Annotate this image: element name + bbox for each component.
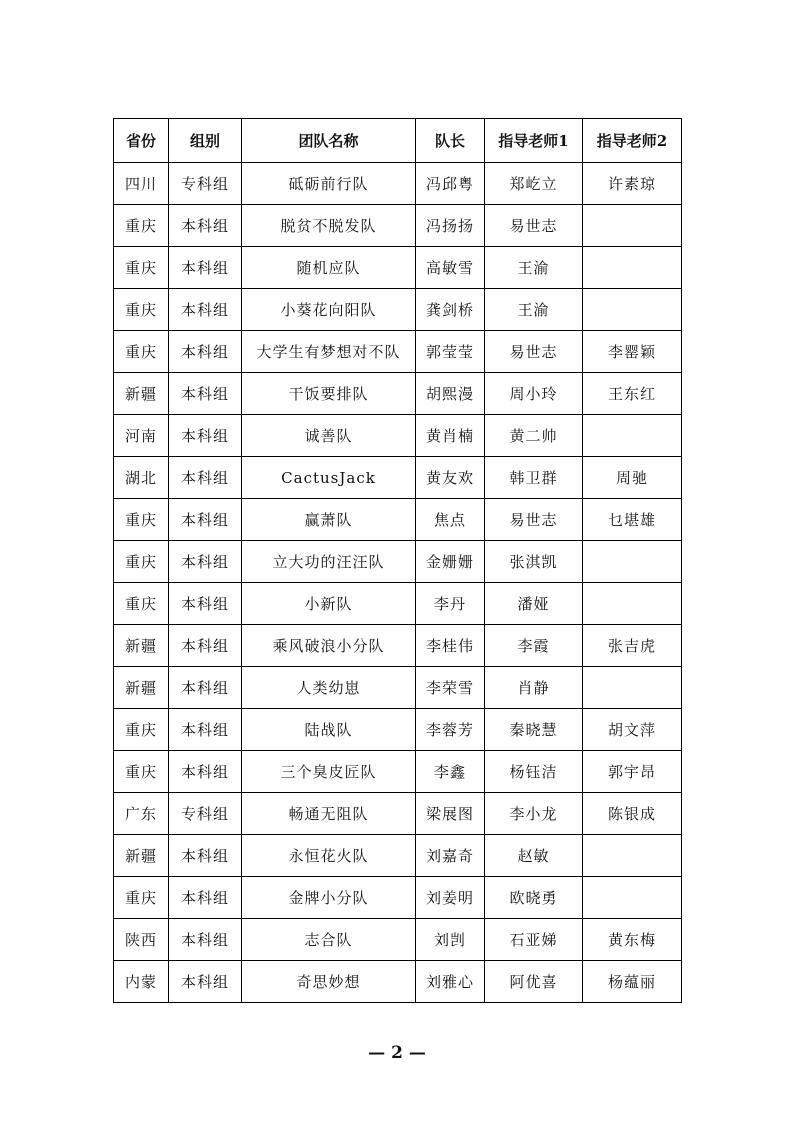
cell-team-name: 金牌小分队 xyxy=(242,877,416,919)
cell-province: 重庆 xyxy=(114,289,169,331)
cell-team-name: 畅通无阻队 xyxy=(242,793,416,835)
cell-advisor-2 xyxy=(583,205,682,247)
table-row xyxy=(114,583,682,625)
cell-advisor-1: 欧晓勇 xyxy=(485,877,583,919)
cell-team-name: 干饭要排队 xyxy=(242,373,416,415)
table-row xyxy=(114,709,682,751)
cell-advisor-1: 李霞 xyxy=(485,625,583,667)
cell-team-name: 脱贫不脱发队 xyxy=(242,205,416,247)
cell-captain: 金姗姗 xyxy=(416,541,485,583)
cell-province: 重庆 xyxy=(114,709,169,751)
table-row xyxy=(114,289,682,331)
table-row xyxy=(114,877,682,919)
cell-captain: 李丹 xyxy=(416,583,485,625)
table-row xyxy=(114,247,682,289)
cell-captain: 梁展图 xyxy=(416,793,485,835)
cell-advisor-1: 阿优喜 xyxy=(485,961,583,1003)
cell-advisor-2: 胡文萍 xyxy=(583,709,682,751)
cell-advisor-1: 王渝 xyxy=(485,247,583,289)
header-captain: 队长 xyxy=(416,119,485,163)
cell-captain: 胡熙漫 xyxy=(416,373,485,415)
cell-advisor-2 xyxy=(583,415,682,457)
cell-advisor-2 xyxy=(583,583,682,625)
cell-advisor-1: 赵敏 xyxy=(485,835,583,877)
cell-group: 本科组 xyxy=(169,709,242,751)
table-row xyxy=(114,457,682,499)
cell-team-name: CactusJack xyxy=(242,457,416,499)
cell-advisor-1: 易世志 xyxy=(485,499,583,541)
cell-team-name: 大学生有梦想对不队 xyxy=(242,331,416,373)
table-row xyxy=(114,499,682,541)
cell-group: 本科组 xyxy=(169,919,242,961)
cell-advisor-2: 郭宇昂 xyxy=(583,751,682,793)
cell-group: 本科组 xyxy=(169,205,242,247)
cell-advisor-1: 潘娅 xyxy=(485,583,583,625)
cell-province: 新疆 xyxy=(114,835,169,877)
header-team-name: 团队名称 xyxy=(242,119,416,163)
table-row xyxy=(114,163,682,205)
cell-team-name: 永恒花火队 xyxy=(242,835,416,877)
cell-province: 新疆 xyxy=(114,625,169,667)
cell-team-name: 随机应队 xyxy=(242,247,416,289)
cell-advisor-2: 陈银成 xyxy=(583,793,682,835)
cell-advisor-1: 石亚娣 xyxy=(485,919,583,961)
cell-province: 重庆 xyxy=(114,499,169,541)
cell-advisor-1: 秦晓慧 xyxy=(485,709,583,751)
cell-team-name: 立大功的汪汪队 xyxy=(242,541,416,583)
cell-advisor-2: 黄东梅 xyxy=(583,919,682,961)
cell-province: 重庆 xyxy=(114,205,169,247)
cell-group: 本科组 xyxy=(169,499,242,541)
cell-province: 重庆 xyxy=(114,541,169,583)
cell-advisor-1: 李小龙 xyxy=(485,793,583,835)
cell-group: 本科组 xyxy=(169,247,242,289)
cell-advisor-2: 杨蕴丽 xyxy=(583,961,682,1003)
cell-advisor-1: 韩卫群 xyxy=(485,457,583,499)
cell-advisor-2: 李罂颖 xyxy=(583,331,682,373)
cell-captain: 刘剀 xyxy=(416,919,485,961)
cell-group: 本科组 xyxy=(169,667,242,709)
cell-advisor-2 xyxy=(583,835,682,877)
cell-team-name: 奇思妙想 xyxy=(242,961,416,1003)
cell-advisor-2: 许素琼 xyxy=(583,163,682,205)
cell-captain: 郭莹莹 xyxy=(416,331,485,373)
cell-advisor-2 xyxy=(583,667,682,709)
cell-captain: 焦点 xyxy=(416,499,485,541)
cell-group: 本科组 xyxy=(169,541,242,583)
cell-advisor-1: 张淇凯 xyxy=(485,541,583,583)
cell-group: 本科组 xyxy=(169,331,242,373)
cell-advisor-1: 杨钰洁 xyxy=(485,751,583,793)
table-body xyxy=(114,163,682,1003)
cell-advisor-2: 乜堪雄 xyxy=(583,499,682,541)
cell-province: 重庆 xyxy=(114,331,169,373)
cell-province: 湖北 xyxy=(114,457,169,499)
cell-advisor-2 xyxy=(583,877,682,919)
cell-group: 本科组 xyxy=(169,583,242,625)
cell-advisor-1: 郑屹立 xyxy=(485,163,583,205)
table-row xyxy=(114,373,682,415)
cell-captain: 冯邱粤 xyxy=(416,163,485,205)
cell-team-name: 陆战队 xyxy=(242,709,416,751)
cell-team-name: 志合队 xyxy=(242,919,416,961)
header-advisor-1: 指导老师1 xyxy=(485,119,583,163)
cell-advisor-1: 黄二帅 xyxy=(485,415,583,457)
cell-captain: 冯扬扬 xyxy=(416,205,485,247)
cell-province: 陕西 xyxy=(114,919,169,961)
cell-province: 四川 xyxy=(114,163,169,205)
cell-advisor-2: 王东红 xyxy=(583,373,682,415)
cell-captain: 李鑫 xyxy=(416,751,485,793)
table-row xyxy=(114,919,682,961)
cell-advisor-1: 周小玲 xyxy=(485,373,583,415)
cell-province: 重庆 xyxy=(114,247,169,289)
cell-group: 本科组 xyxy=(169,457,242,499)
cell-group: 专科组 xyxy=(169,793,242,835)
cell-advisor-2 xyxy=(583,247,682,289)
cell-captain: 刘嘉奇 xyxy=(416,835,485,877)
table-row xyxy=(114,667,682,709)
cell-team-name: 赢萧队 xyxy=(242,499,416,541)
cell-advisor-2 xyxy=(583,289,682,331)
cell-team-name: 三个臭皮匠队 xyxy=(242,751,416,793)
cell-captain: 龚剑桥 xyxy=(416,289,485,331)
table-row xyxy=(114,625,682,667)
cell-advisor-1: 王渝 xyxy=(485,289,583,331)
cell-captain: 李荣雪 xyxy=(416,667,485,709)
cell-advisor-1: 易世志 xyxy=(485,205,583,247)
cell-team-name: 小新队 xyxy=(242,583,416,625)
header-advisor-2: 指导老师2 xyxy=(583,119,682,163)
cell-group: 本科组 xyxy=(169,415,242,457)
cell-group: 本科组 xyxy=(169,751,242,793)
table-row xyxy=(114,205,682,247)
table-row xyxy=(114,751,682,793)
header-group: 组别 xyxy=(169,119,242,163)
cell-captain: 黄肖楠 xyxy=(416,415,485,457)
cell-group: 本科组 xyxy=(169,877,242,919)
table-row xyxy=(114,541,682,583)
cell-province: 重庆 xyxy=(114,751,169,793)
table-row xyxy=(114,793,682,835)
cell-captain: 刘姜明 xyxy=(416,877,485,919)
cell-group: 专科组 xyxy=(169,163,242,205)
table-row xyxy=(114,835,682,877)
cell-team-name: 砥砺前行队 xyxy=(242,163,416,205)
cell-advisor-1: 易世志 xyxy=(485,331,583,373)
cell-captain: 黄友欢 xyxy=(416,457,485,499)
cell-province: 重庆 xyxy=(114,877,169,919)
cell-province: 河南 xyxy=(114,415,169,457)
cell-advisor-2 xyxy=(583,541,682,583)
page-number: — 2 — xyxy=(368,1043,426,1063)
team-roster-table xyxy=(113,118,682,1003)
cell-team-name: 诚善队 xyxy=(242,415,416,457)
cell-province: 新疆 xyxy=(114,373,169,415)
cell-province: 新疆 xyxy=(114,667,169,709)
table-row xyxy=(114,331,682,373)
cell-captain: 刘雅心 xyxy=(416,961,485,1003)
cell-advisor-2: 周驰 xyxy=(583,457,682,499)
cell-team-name: 小葵花向阳队 xyxy=(242,289,416,331)
cell-province: 内蒙 xyxy=(114,961,169,1003)
cell-group: 本科组 xyxy=(169,835,242,877)
cell-team-name: 人类幼崽 xyxy=(242,667,416,709)
cell-advisor-2: 张吉虎 xyxy=(583,625,682,667)
table-row xyxy=(114,415,682,457)
cell-captain: 高敏雪 xyxy=(416,247,485,289)
cell-province: 重庆 xyxy=(114,583,169,625)
header-province: 省份 xyxy=(114,119,169,163)
cell-group: 本科组 xyxy=(169,961,242,1003)
cell-captain: 李桂伟 xyxy=(416,625,485,667)
cell-captain: 李蓉芳 xyxy=(416,709,485,751)
cell-group: 本科组 xyxy=(169,289,242,331)
cell-group: 本科组 xyxy=(169,625,242,667)
cell-advisor-1: 肖静 xyxy=(485,667,583,709)
cell-team-name: 乘风破浪小分队 xyxy=(242,625,416,667)
cell-group: 本科组 xyxy=(169,373,242,415)
table-header-row xyxy=(114,119,682,163)
table-row xyxy=(114,961,682,1003)
cell-province: 广东 xyxy=(114,793,169,835)
